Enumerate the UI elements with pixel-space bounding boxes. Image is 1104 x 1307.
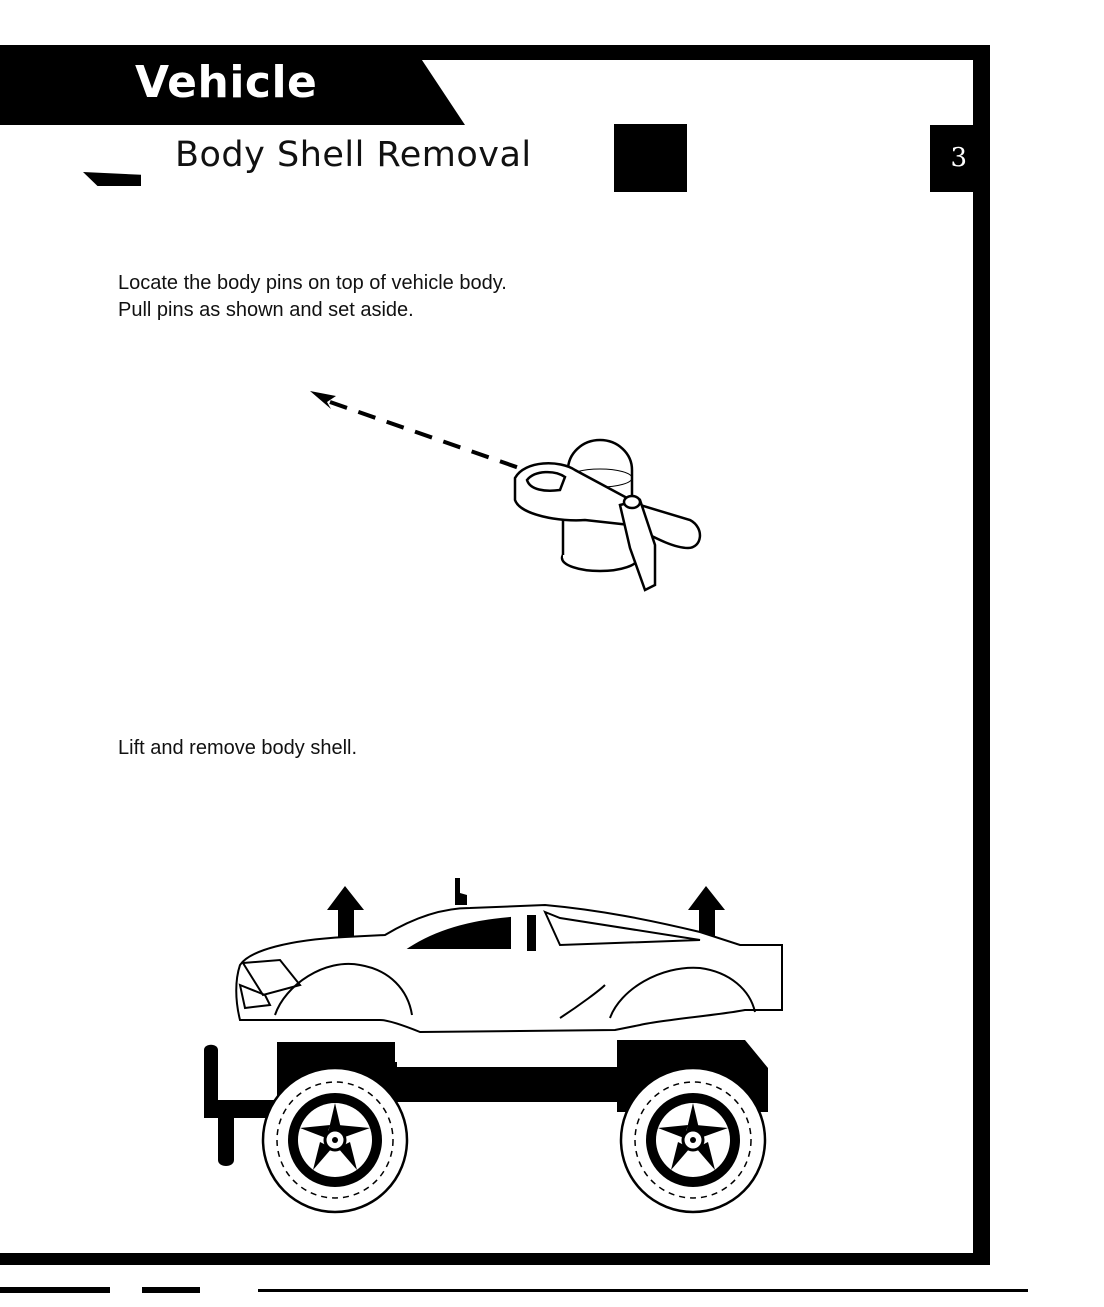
rear-wheel-icon: [621, 1068, 765, 1212]
page-number-tab: 3: [930, 125, 973, 192]
step2-line1: Lift and remove body shell.: [118, 737, 358, 759]
step1-line2: Pull pins as shown and set aside.: [118, 299, 414, 321]
page-subtitle: Body Shell Removal: [175, 135, 532, 175]
front-wheel-icon: [263, 1068, 407, 1212]
step1-line1: Locate the body pins on top of vehicle body.: [118, 272, 507, 294]
footer-bar: [0, 1287, 110, 1293]
section-title: Vehicle: [135, 57, 318, 108]
footer-bar: [142, 1287, 200, 1293]
footer-line: [258, 1289, 1028, 1292]
antenna-icon: [455, 878, 467, 905]
